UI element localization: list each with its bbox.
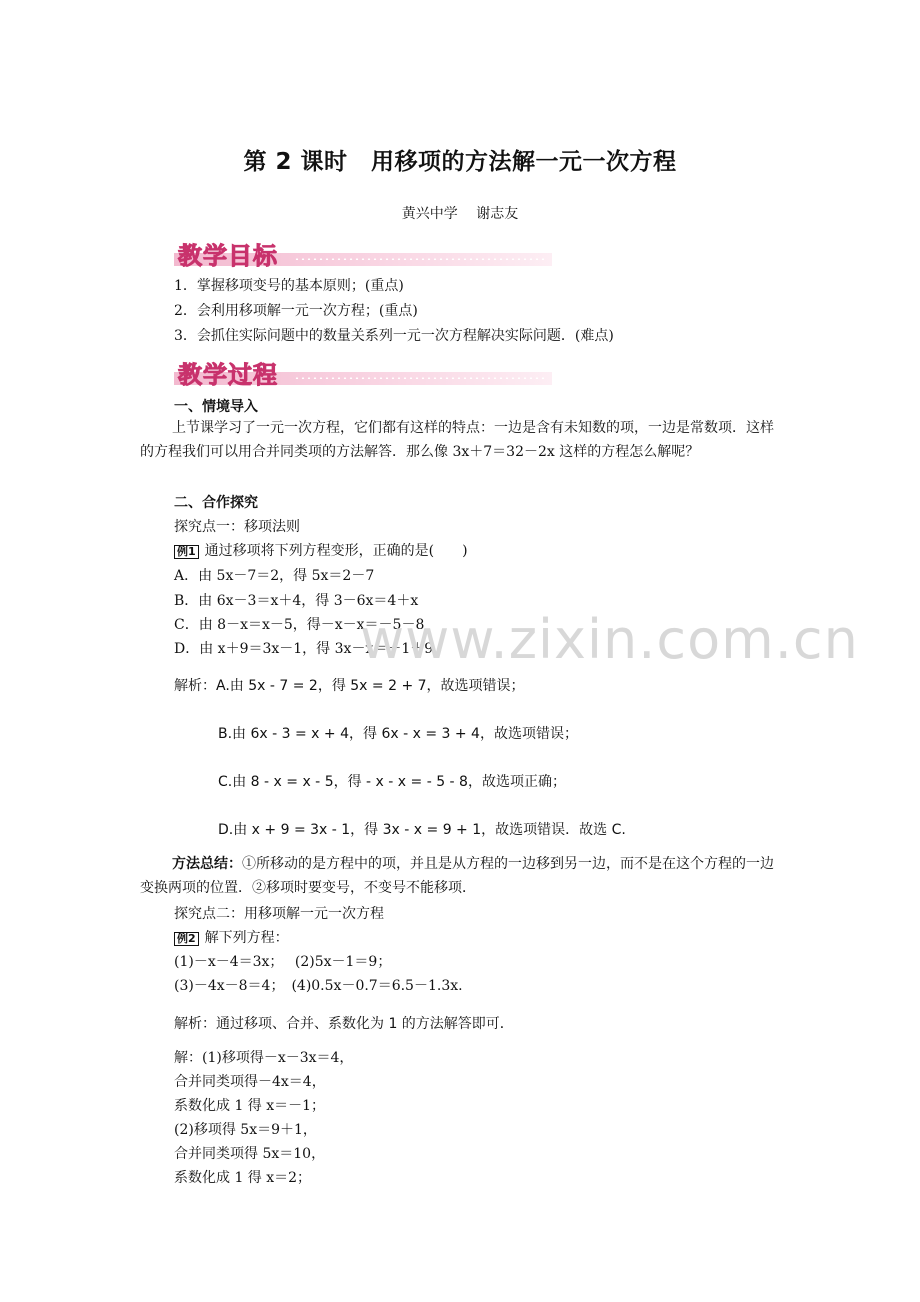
explore-point-title: 探究点一：移项法则 — [174, 519, 300, 535]
analysis-line: 解析：通过移项、合并、系数化为 1 的方法解答即可． — [174, 1016, 514, 1032]
watermark: www.zixin.com.cn — [360, 608, 859, 671]
method-summary — [140, 852, 780, 900]
example-tag: 例1 — [174, 545, 199, 559]
solution-line: 解：(1)移项得－x－3x＝4， — [174, 1050, 354, 1066]
section-heading: 一、情境导入 — [174, 399, 258, 415]
section-heading: 二、合作探究 — [174, 495, 258, 511]
solution-line: (2)移项得 5x＝9＋1， — [174, 1122, 317, 1138]
intro-text: 上节课学习了一元一次方程，它们都有这样的特点：一边是含有未知数的项，一边是常数项．这样的方程我们可以用合并同类项的方法解答．那么像 3x＋7＝32－2x 这样的方程怎么解呢？ — [140, 420, 774, 460]
goals-banner-label: 教学目标 — [178, 242, 278, 270]
solution-line: 合并同类项得－4x＝4， — [174, 1074, 326, 1090]
process-banner — [174, 355, 552, 387]
equation-line: (1)－x－4＝3x； (2)5x－1＝9； — [174, 954, 392, 970]
example-2-question — [174, 927, 289, 947]
solution-line: 系数化成 1 得 x＝2； — [174, 1170, 312, 1186]
author-line: 黄兴中学 谢志友 — [401, 206, 519, 222]
goal-item: 2．会利用移项解一元一次方程；(重点) — [174, 303, 418, 319]
option-a: A．由 5x－7＝2，得 5x＝2－7 — [174, 568, 375, 584]
process-banner-label: 教学过程 — [178, 361, 278, 389]
example-question-text: 通过移项将下列方程变形，正确的是( ) — [204, 543, 468, 559]
example-1-question — [174, 540, 468, 560]
goals-banner — [174, 236, 552, 268]
option-c: C．由 8－x＝x－5，得－x－x＝－5－8 — [174, 617, 425, 633]
equation-line: (3)－4x－8＝4； (4)0.5x－0.7＝6.5－1.3x. — [174, 978, 463, 994]
page-title: 第 2 课时 用移项的方法解一元一次方程 — [243, 149, 677, 175]
example-tag: 例2 — [174, 932, 199, 946]
solution-line: 系数化成 1 得 x＝－1； — [174, 1098, 326, 1114]
method-text: ①所移动的是方程中的项，并且是从方程的一边移到另一边，而不是在这个方程的一边变换两项的位置．②移项时要变号，不变号不能移项． — [140, 856, 774, 896]
analysis-line: 解析：A.由 5x - 7 = 2，得 5x = 2 + 7，故选项错误； — [174, 678, 525, 694]
intro-paragraph — [140, 416, 780, 464]
option-d: D．由 x＋9＝3x－1，得 3x－x＝－1＋9 — [174, 641, 434, 657]
goal-item: 3．会抓住实际问题中的数量关系列一元一次方程解决实际问题．(难点) — [174, 328, 614, 344]
analysis-line: C.由 8 - x = x - 5，得 - x - x = - 5 - 8，故选项正确； — [218, 774, 566, 790]
analysis-line: B.由 6x - 3 = x + 4，得 6x - x = 3 + 4，故选项错误； — [218, 726, 578, 742]
option-b: B．由 6x－3＝x＋4，得 3－6x＝4＋x — [174, 593, 419, 609]
method-label: 方法总结： — [172, 856, 242, 872]
analysis-line: D.由 x + 9 = 3x - 1，得 3x - x = 9 + 1，故选项错误．故选 C. — [218, 822, 626, 838]
explore-point-title: 探究点二：用移项解一元一次方程 — [174, 906, 384, 922]
goal-item: 1．掌握移项变号的基本原则；(重点) — [174, 278, 404, 294]
solution-line: 合并同类项得 5x＝10， — [174, 1146, 326, 1162]
example-question-text: 解下列方程： — [204, 930, 289, 946]
